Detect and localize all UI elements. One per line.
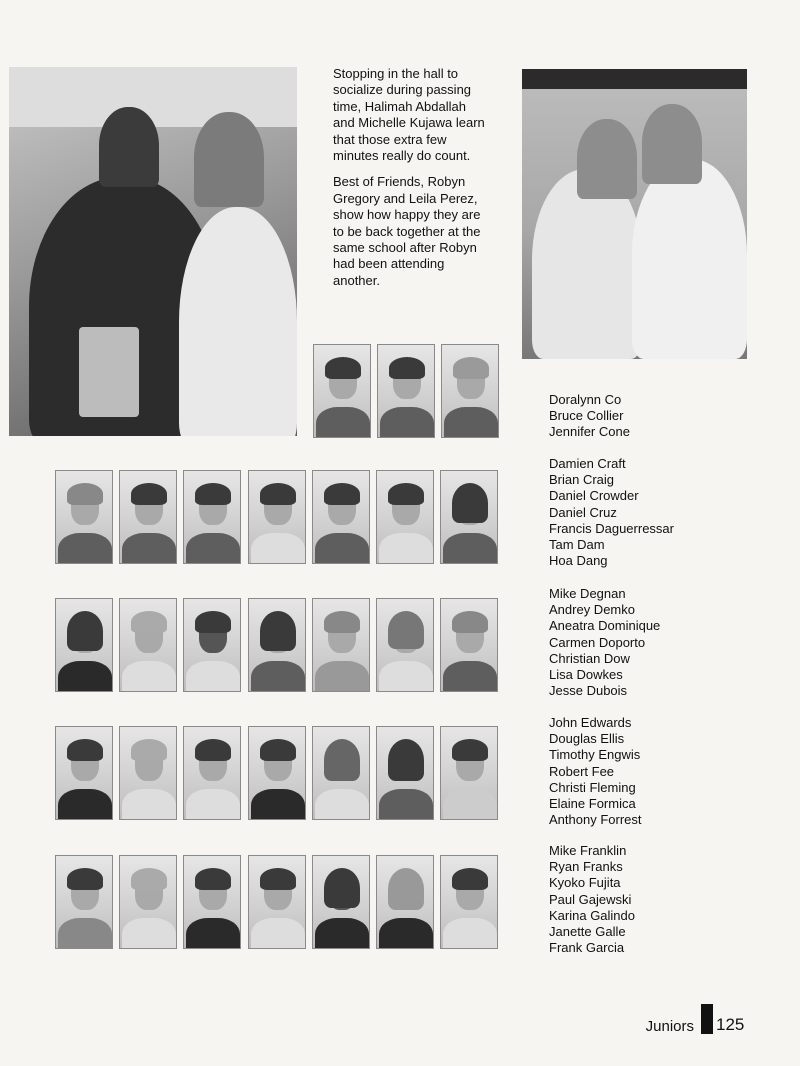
portrait-photo <box>248 598 306 692</box>
footer-divider-bar <box>701 1004 713 1034</box>
student-name: Daniel Crowder <box>549 488 639 504</box>
portrait-photo <box>183 470 241 564</box>
student-name: Jesse Dubois <box>549 683 628 699</box>
student-name: Doralynn Co <box>549 392 622 407</box>
portrait-photo <box>312 855 370 949</box>
student-name: Janette Galle <box>549 924 626 940</box>
student-name: Paul Gajewski <box>549 891 632 907</box>
student-name: Mike Franklin <box>549 843 627 858</box>
portrait-photo <box>440 598 498 692</box>
student-name: Andrey Demko <box>549 602 635 618</box>
name-list-row-4 <box>549 715 749 828</box>
student-name: Carmen Doporto <box>549 634 646 650</box>
student-name: Timothy Engwis <box>549 747 641 763</box>
student-name: Christi Fleming <box>549 779 636 795</box>
portrait-photo <box>376 855 434 949</box>
name-list-row-3 <box>549 586 749 699</box>
portrait-photo <box>248 855 306 949</box>
section-label: Juniors <box>645 1018 694 1035</box>
candid-captions <box>333 66 491 299</box>
portrait-photo <box>312 470 370 564</box>
portrait-photo <box>55 598 113 692</box>
student-name: Lisa Dowkes <box>549 667 623 683</box>
portrait-photo <box>119 855 177 949</box>
portrait-photo <box>376 470 434 564</box>
portrait-photo <box>248 726 306 820</box>
portrait-photo <box>183 726 241 820</box>
portrait-photo <box>376 726 434 820</box>
student-name: Christian Dow <box>549 650 630 666</box>
student-name: Jennifer Cone <box>549 424 630 440</box>
portrait-photo <box>376 598 434 692</box>
student-name: Bruce Collier <box>549 408 624 424</box>
portrait-photo <box>377 344 435 438</box>
caption-friends: Best of Friends, Robyn Gregory and Leila Perez, show how happy they are to be back together at the same school after Robyn had been attending another. <box>333 174 481 288</box>
portrait-photo <box>183 855 241 949</box>
portrait-photo <box>441 344 499 438</box>
student-name: Douglas Ellis <box>549 731 625 747</box>
student-name: Daniel Cruz <box>549 504 617 520</box>
candid-photo-friends <box>522 69 747 359</box>
portrait-photo <box>55 726 113 820</box>
student-name: Mike Degnan <box>549 586 626 601</box>
portrait-photo <box>248 470 306 564</box>
portrait-photo <box>183 598 241 692</box>
student-name: Hoa Dang <box>549 553 608 569</box>
student-name: Tam Dam <box>549 537 605 553</box>
portrait-photo <box>312 726 370 820</box>
name-list-row-2 <box>549 456 749 569</box>
caption-hallway: Stopping in the hall to socialize during passing time, Halimah Abdallah and Michelle Kujawa learn that those extra few minutes really do count. <box>333 66 485 164</box>
portrait-photo <box>55 470 113 564</box>
portrait-photo <box>119 598 177 692</box>
portrait-photo <box>119 470 177 564</box>
student-name: Kyoko Fujita <box>549 875 621 891</box>
portrait-photo <box>440 726 498 820</box>
student-name: Robert Fee <box>549 763 615 779</box>
student-name: Francis Daguerressar <box>549 520 674 536</box>
student-name: Frank Garcia <box>549 940 625 956</box>
student-name: Brian Craig <box>549 472 615 488</box>
portrait-photo <box>313 344 371 438</box>
student-name: Anthony Forrest <box>549 812 642 828</box>
student-name: Aneatra Dominique <box>549 618 661 634</box>
portrait-photo <box>440 470 498 564</box>
portrait-photo <box>55 855 113 949</box>
name-list-row-5 <box>549 843 749 956</box>
student-name: Karina Galindo <box>549 907 635 923</box>
student-name: Ryan Franks <box>549 859 623 875</box>
student-name: Elaine Formica <box>549 796 636 812</box>
name-list-row-1 <box>549 392 749 441</box>
page-number: 125 <box>716 1015 745 1034</box>
candid-photo-hallway <box>9 67 297 436</box>
student-name: John Edwards <box>549 715 632 730</box>
student-name: Damien Craft <box>549 456 626 471</box>
portrait-photo <box>119 726 177 820</box>
portrait-photo <box>440 855 498 949</box>
portrait-photo <box>312 598 370 692</box>
